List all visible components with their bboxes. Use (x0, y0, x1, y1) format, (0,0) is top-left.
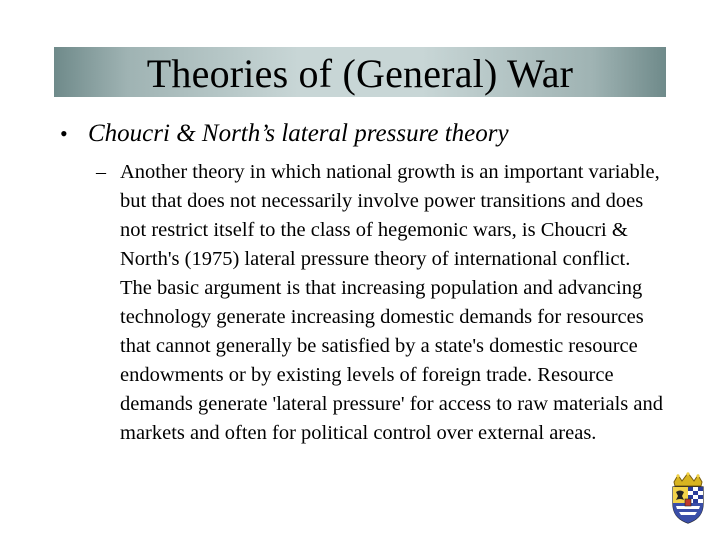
main-bullet (60, 120, 700, 148)
university-crest-icon (668, 472, 708, 524)
sub-bullet (96, 158, 666, 448)
bullet-text: Choucri & North’s lateral pressure theory (88, 120, 509, 147)
title-banner (54, 47, 666, 97)
slide-title: Theories of (General) War (146, 51, 574, 96)
bullet-marker: • (60, 121, 68, 146)
sub-bullet-text: Another theory in which national growth is an important variable, but that does not necessarily involve power transitions and does not restrict itself to the class of hegemonic wars, is Choucri & North's (1975) lateral pressure theory of international conflict. The basic argument is that increasing population and advancing technology generate increasing domestic demands for resources that cannot generally be satisfied by a state's domestic resource endowments or by existing levels of foreign trade. Resource demands generate 'lateral pressure' for access to raw materials and markets and often for political control over external areas. (120, 161, 663, 444)
sub-bullet-marker: – (96, 161, 106, 183)
